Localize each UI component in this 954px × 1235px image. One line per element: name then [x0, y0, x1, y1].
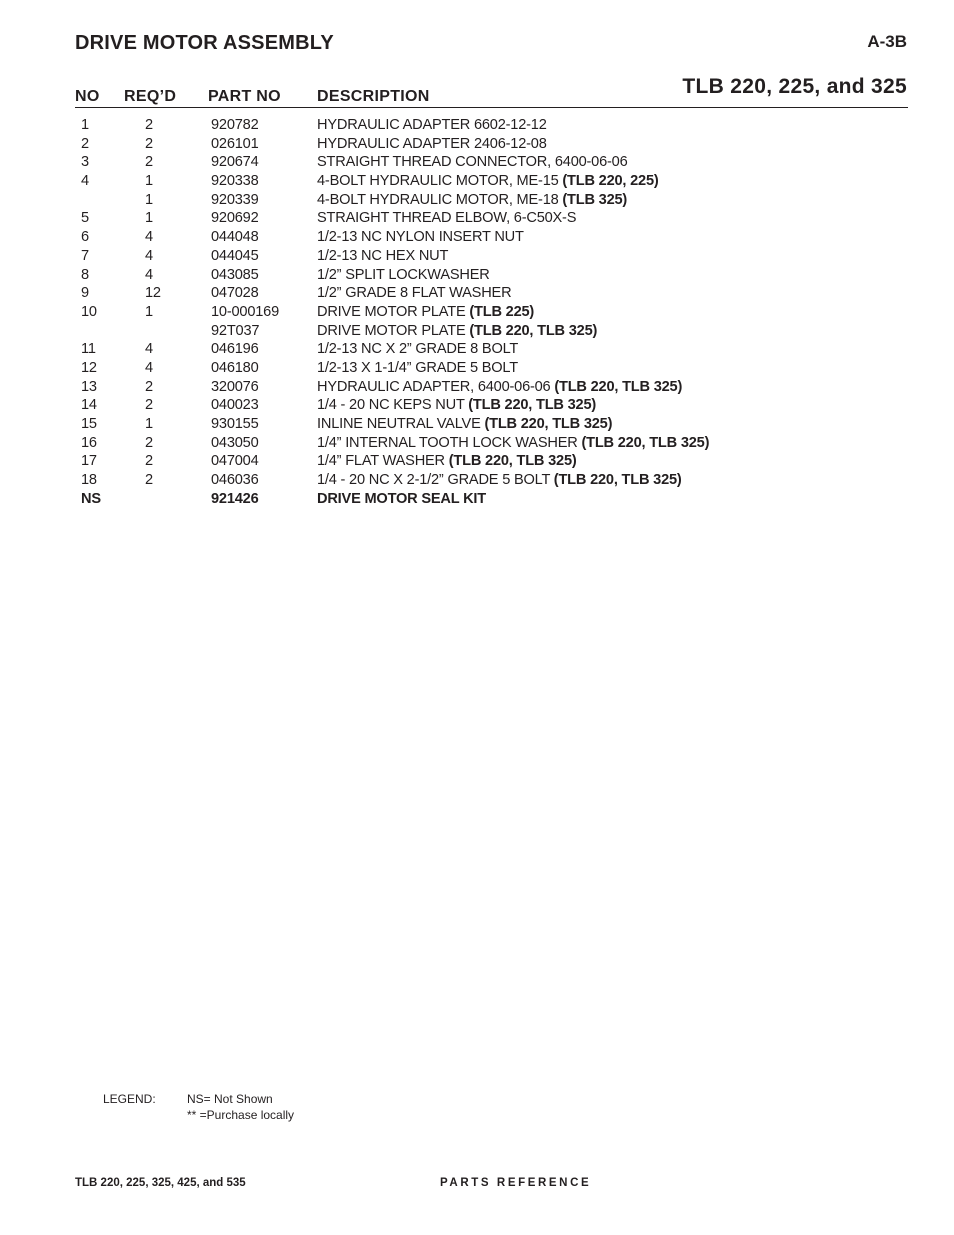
footer-section: PARTS REFERENCE — [440, 1177, 592, 1189]
item-number: 12 — [81, 359, 97, 376]
quantity-required: 1 — [145, 173, 153, 190]
item-number: 3 — [81, 154, 89, 171]
item-number: 5 — [81, 210, 89, 227]
description-text: 4-BOLT HYDRAULIC MOTOR, ME-15 — [317, 173, 563, 190]
column-header-reqd: REQ’D — [124, 88, 177, 105]
description-text: DRIVE MOTOR PLATE — [317, 303, 470, 320]
quantity-required: 2 — [145, 397, 153, 414]
description-text: 1/2” SPLIT LOCKWASHER — [317, 266, 490, 283]
quantity-required: 2 — [145, 117, 153, 133]
table-row — [0, 452, 954, 471]
quantity-required: 1 — [145, 210, 153, 227]
part-number: 10-000169 — [211, 303, 279, 320]
table-row — [0, 116, 954, 135]
header-divider — [75, 107, 908, 108]
table-row — [0, 228, 954, 247]
part-number: 043085 — [211, 266, 259, 283]
part-description — [317, 434, 709, 453]
item-number: 8 — [81, 266, 89, 283]
description-text: 1/4 - 20 NC KEPS NUT — [317, 397, 469, 414]
quantity-required: 4 — [145, 341, 153, 358]
table-row — [0, 340, 954, 359]
item-number: 11 — [81, 341, 96, 358]
part-number: 046196 — [211, 341, 259, 358]
item-number: 18 — [81, 472, 97, 489]
quantity-required: 2 — [145, 434, 153, 451]
part-description — [317, 247, 448, 266]
item-number: 2 — [81, 135, 89, 152]
item-number: 10 — [81, 303, 97, 320]
table-row — [0, 396, 954, 415]
column-header-no: NO — [75, 88, 100, 105]
description-text: INLINE NEUTRAL VALVE — [317, 416, 485, 432]
part-number: 044048 — [211, 229, 259, 246]
item-number: NS — [81, 490, 101, 507]
model-note: (TLB 225) — [469, 303, 535, 320]
part-number: 920782 — [211, 117, 259, 133]
part-number: 921426 — [211, 490, 259, 507]
part-description — [317, 266, 490, 285]
part-number: 320076 — [211, 378, 259, 395]
model-note: (TLB 325) — [562, 191, 628, 208]
part-description — [317, 452, 577, 471]
description-text: STRAIGHT THREAD ELBOW, 6-C50X-S — [317, 210, 577, 227]
description-text: DRIVE MOTOR SEAL KIT — [317, 490, 486, 507]
item-number: 17 — [81, 453, 97, 470]
part-number: 920339 — [211, 191, 259, 208]
legend-label: LEGEND: — [103, 1092, 156, 1106]
table-row — [0, 434, 954, 453]
model-note: (TLB 220, TLB 325) — [581, 434, 710, 451]
description-text: 4-BOLT HYDRAULIC MOTOR, ME-18 — [317, 191, 563, 208]
item-number: 16 — [81, 434, 97, 451]
part-description — [317, 303, 534, 322]
part-description — [317, 378, 682, 397]
description-text: 1/2-13 X 1-1/4” GRADE 5 BOLT — [317, 359, 518, 376]
part-number: 92T037 — [211, 322, 260, 339]
item-number: 14 — [81, 397, 97, 414]
quantity-required: 2 — [145, 378, 153, 395]
part-description — [317, 415, 612, 434]
part-description — [317, 284, 511, 303]
description-text: HYDRAULIC ADAPTER 6602-12-12 — [317, 117, 547, 133]
part-description — [317, 471, 682, 490]
legend-item: NS= Not Shown — [187, 1092, 273, 1106]
quantity-required: 4 — [145, 229, 153, 246]
description-text: HYDRAULIC ADAPTER 2406-12-08 — [317, 135, 547, 152]
item-number: 15 — [81, 416, 97, 432]
part-description — [317, 340, 518, 359]
part-description — [317, 396, 596, 415]
table-row — [0, 490, 954, 509]
quantity-required: 4 — [145, 359, 153, 376]
table-row — [0, 135, 954, 154]
table-row — [0, 284, 954, 303]
model-note: (TLB 220, TLB 325) — [484, 416, 613, 432]
column-header-part-no: PART NO — [208, 88, 281, 105]
table-row — [0, 266, 954, 285]
quantity-required: 2 — [145, 472, 153, 489]
part-number: 920338 — [211, 173, 259, 190]
quantity-required: 2 — [145, 154, 153, 171]
table-row — [0, 247, 954, 266]
part-number: 046180 — [211, 359, 259, 376]
part-number: 046036 — [211, 472, 259, 489]
model-note: (TLB 220, TLB 325) — [448, 453, 577, 470]
part-number: 040023 — [211, 397, 259, 414]
part-description — [317, 116, 547, 135]
part-number: 026101 — [211, 135, 259, 152]
quantity-required: 1 — [145, 303, 153, 320]
footer-models: TLB 220, 225, 325, 425, and 535 — [75, 1177, 246, 1189]
part-number: 920692 — [211, 210, 259, 227]
part-description — [317, 359, 518, 378]
model-note: (TLB 220, TLB 325) — [554, 378, 683, 395]
description-text: DRIVE MOTOR PLATE — [317, 322, 470, 339]
model-note: (TLB 220, TLB 325) — [553, 472, 682, 489]
part-description — [317, 172, 659, 191]
part-number: 047028 — [211, 285, 259, 302]
part-description — [317, 322, 597, 341]
quantity-required: 4 — [145, 266, 153, 283]
column-header-description: DESCRIPTION — [317, 88, 430, 105]
table-row — [0, 303, 954, 322]
item-number: 9 — [81, 285, 89, 302]
part-description — [317, 209, 576, 228]
part-number: 043050 — [211, 434, 259, 451]
quantity-required: 4 — [145, 247, 153, 264]
table-row — [0, 378, 954, 397]
description-text: 1/4 - 20 NC X 2-1/2” GRADE 5 BOLT — [317, 472, 554, 489]
model-heading: TLB 220, 225, and 325 — [682, 75, 907, 98]
item-number: 13 — [81, 378, 97, 395]
part-number: 047004 — [211, 453, 259, 470]
quantity-required: 2 — [145, 453, 153, 470]
item-number: 1 — [81, 117, 89, 133]
legend-item: ** =Purchase locally — [187, 1108, 295, 1122]
part-number: 930155 — [211, 416, 259, 432]
description-text: 1/2-13 NC NYLON INSERT NUT — [317, 229, 524, 246]
item-number: 4 — [81, 173, 89, 190]
description-text: STRAIGHT THREAD CONNECTOR, 6400-06-06 — [317, 154, 628, 171]
table-row — [0, 153, 954, 172]
table-row — [0, 209, 954, 228]
parts-list — [0, 116, 954, 508]
description-text: HYDRAULIC ADAPTER, 6400-06-06 — [317, 378, 555, 395]
table-row — [0, 471, 954, 490]
quantity-required: 1 — [145, 416, 153, 432]
model-note: (TLB 220, TLB 325) — [469, 322, 598, 339]
table-row — [0, 322, 954, 341]
part-description — [317, 191, 627, 210]
table-row — [0, 415, 954, 434]
part-description — [317, 135, 547, 154]
description-text: 1/2” GRADE 8 FLAT WASHER — [317, 285, 512, 302]
part-description — [317, 490, 486, 509]
model-note: (TLB 220, 225) — [562, 173, 659, 190]
item-number: 6 — [81, 229, 89, 246]
model-note: (TLB 220, TLB 325) — [468, 397, 597, 414]
page-title: DRIVE MOTOR ASSEMBLY — [75, 32, 334, 54]
table-row — [0, 359, 954, 378]
quantity-required: 2 — [145, 135, 153, 152]
description-text: 1/2-13 NC HEX NUT — [317, 247, 449, 264]
description-text: 1/2-13 NC X 2” GRADE 8 BOLT — [317, 341, 519, 358]
quantity-required: 12 — [145, 285, 161, 302]
item-number: 7 — [81, 247, 89, 264]
page-code: A-3B — [867, 32, 907, 51]
table-row — [0, 191, 954, 210]
description-text: 1/4” INTERNAL TOOTH LOCK WASHER — [317, 434, 582, 451]
quantity-required: 1 — [145, 191, 153, 208]
description-text: 1/4” FLAT WASHER — [317, 453, 449, 470]
part-description — [317, 153, 628, 172]
table-row — [0, 172, 954, 191]
part-description — [317, 228, 524, 247]
part-number: 044045 — [211, 247, 259, 264]
part-number: 920674 — [211, 154, 259, 171]
